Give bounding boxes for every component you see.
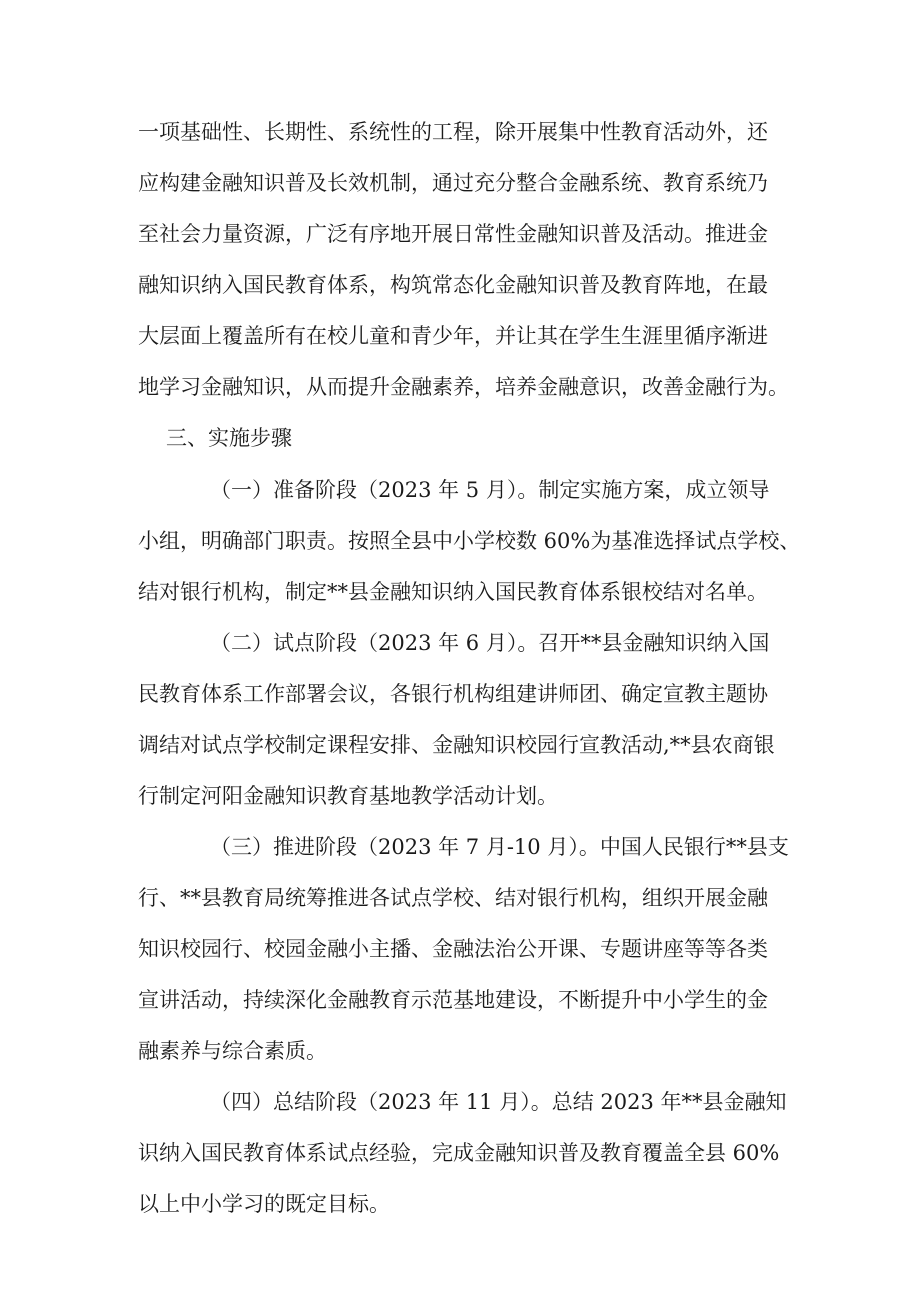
text-line: 知识校园行、校园金融小主播、金融法治公开课、专题讲座等等各类 [138, 937, 768, 961]
text-line: 融素养与综合素质。 [138, 1039, 327, 1063]
text-line: 小组，明确部门职责。按照全县中小学校数 60%为基准选择试点学校、 [138, 529, 801, 553]
text-line: 应构建金融知识普及长效机制，通过充分整合金融系统、教育系统乃 [138, 171, 768, 195]
text-line: （四）总结阶段（2023 年 11 月）。总结 2023 年**县金融知 [210, 1090, 787, 1114]
text-line: 行、**县教育局统筹推进各试点学校、结对银行机构，组织开展金融 [138, 886, 768, 910]
text-line: 融知识纳入国民教育体系，构筑常态化金融知识普及教育阵地，在最 [138, 273, 768, 297]
text-line: （三）推进阶段（2023 年 7 月-10 月）。中国人民银行**县支 [210, 835, 789, 859]
text-line: 以上中小学习的既定目标。 [138, 1192, 390, 1216]
text-line: 地学习金融知识，从而提升金融素养，培养金融意识，改善金融行为。 [138, 375, 789, 399]
text-line: （二）试点阶段（2023 年 6 月）。召开**县金融知识纳入国 [210, 631, 770, 655]
text-line: 一项基础性、长期性、系统性的工程，除开展集中性教育活动外，还 [138, 120, 768, 144]
text-line: 结对银行机构，制定**县金融知识纳入国民教育体系银校结对名单。 [138, 580, 768, 604]
text-line: 宣讲活动，持续深化金融教育示范基地建设，不断提升中小学生的金 [138, 988, 768, 1012]
text-line: 大层面上覆盖所有在校儿童和青少年，并让其在学生生涯里循序渐进 [138, 324, 768, 348]
section-heading: 三、实施步骤 [166, 426, 292, 450]
text-line: 行制定河阳金融知识教育基地教学活动计划。 [138, 784, 558, 808]
text-line: 至社会力量资源，广泛有序地开展日常性金融知识普及活动。推进金 [138, 222, 768, 246]
text-line: 识纳入国民教育体系试点经验，完成金融知识普及教育覆盖全县 60% [138, 1141, 780, 1165]
text-line: 民教育体系工作部署会议，各银行机构组建讲师团、确定宣教主题协 [138, 682, 768, 706]
text-line: （一）准备阶段（2023 年 5 月）。制定实施方案，成立领导 [210, 478, 770, 502]
text-line: 调结对试点学校制定课程安排、金融知识校园行宣教活动,**县农商银 [138, 733, 775, 757]
